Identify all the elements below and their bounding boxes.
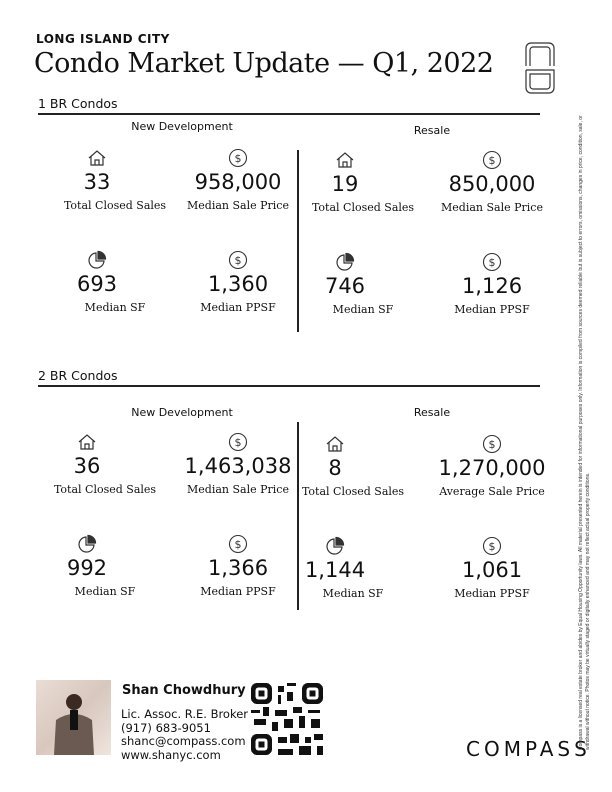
stat-value: 746 — [324, 274, 366, 298]
stat-value: 19 — [331, 172, 359, 196]
stat-value: 958,000 — [194, 170, 282, 194]
column-divider — [297, 422, 299, 610]
stat-label: Median PPSF — [454, 303, 530, 316]
stat-value: 1,270,000 — [438, 456, 546, 480]
pie-chart-icon — [87, 250, 107, 270]
compass-wordmark: COMPASS — [466, 737, 591, 761]
compass-logo-icon — [523, 42, 557, 94]
disclaimer: Compass is a licensed real estate broker and abides by Equal Housing Opportunity laws. All material presented herein is intended for informational purposes only. Information is compiled from sources deemed reliable but is subject to errors, omissions, changes in price, condition, sale, or withdrawal without notice. Photos may be virtually staged or digitally enhanced and may not reflect actual property conditions. — [578, 115, 591, 750]
stat-value: 693 — [76, 272, 118, 296]
agent-name: Shan Chowdhury — [122, 683, 246, 698]
page-title: Condo Market Update — Q1, 2022 — [34, 48, 494, 79]
stat-label: Total Closed Sales — [301, 485, 405, 498]
stat-label: Median Sale Price — [187, 483, 289, 496]
svg-text:$: $ — [488, 438, 496, 452]
stat-value: 33 — [83, 170, 111, 194]
svg-text:$: $ — [234, 152, 242, 166]
house-icon — [87, 148, 107, 168]
svg-text:$: $ — [234, 254, 242, 268]
pie-chart-icon — [325, 536, 345, 556]
section-title: 1 BR Condos — [38, 96, 118, 111]
house-icon — [77, 432, 97, 452]
stat-value: 850,000 — [448, 172, 536, 196]
dollar-icon — [228, 534, 248, 554]
stat-label: Total Closed Sales — [63, 199, 167, 212]
stat-value: 1,061 — [461, 558, 523, 582]
house-icon — [325, 434, 345, 454]
qr-code[interactable] — [251, 683, 323, 755]
stat-label: Median SF — [332, 303, 394, 316]
stat-value: 1,126 — [461, 274, 523, 298]
svg-text:$: $ — [234, 538, 242, 552]
column-divider — [297, 150, 299, 332]
resale-heading: Resale — [413, 406, 451, 419]
svg-text:$: $ — [488, 256, 496, 270]
stat-value: 992 — [66, 556, 108, 580]
dollar-icon — [228, 250, 248, 270]
stat-value: 8 — [328, 456, 342, 480]
agent-info — [121, 708, 248, 762]
section-divider — [38, 113, 540, 115]
pie-chart-icon — [335, 252, 355, 272]
svg-text:$: $ — [234, 436, 242, 450]
dollar-icon — [228, 148, 248, 168]
stat-value: 36 — [73, 454, 101, 478]
stat-label: Total Closed Sales — [311, 201, 415, 214]
stat-label: Total Closed Sales — [53, 483, 157, 496]
dollar-icon — [482, 536, 502, 556]
section-title: 2 BR Condos — [38, 368, 118, 383]
stat-label: Median SF — [322, 587, 384, 600]
dollar-icon — [228, 432, 248, 452]
agent-website[interactable]: www.shanyc.com — [121, 747, 221, 762]
dollar-icon — [482, 252, 502, 272]
resale-heading: Resale — [413, 124, 451, 137]
stat-label: Median Sale Price — [187, 199, 289, 212]
svg-text:$: $ — [488, 154, 496, 168]
stat-value: 1,360 — [207, 272, 269, 296]
stat-value: 1,366 — [207, 556, 269, 580]
kicker: LONG ISLAND CITY — [36, 32, 170, 46]
dollar-icon — [482, 150, 502, 170]
agent-photo — [36, 680, 111, 755]
stat-label: Median SF — [74, 585, 136, 598]
stat-label: Median Sale Price — [441, 201, 543, 214]
stat-value: 1,463,038 — [184, 454, 292, 478]
stat-label: Median PPSF — [200, 585, 276, 598]
pie-chart-icon — [77, 534, 97, 554]
stat-label: Average Sale Price — [439, 485, 545, 498]
stat-label: Median PPSF — [454, 587, 530, 600]
new-development-heading: New Development — [131, 406, 233, 419]
stat-value: 1,144 — [304, 558, 366, 582]
new-development-heading: New Development — [131, 120, 233, 133]
section-divider — [38, 385, 540, 387]
stat-label: Median PPSF — [200, 301, 276, 314]
stat-label: Median SF — [84, 301, 146, 314]
agent-email[interactable]: shanc@compass.com — [121, 734, 246, 748]
agent-title: Lic. Assoc. R.E. Broker — [121, 707, 249, 721]
svg-text:$: $ — [488, 540, 496, 554]
dollar-icon — [482, 434, 502, 454]
house-icon — [335, 150, 355, 170]
agent-phone[interactable]: (917) 683-9051 — [121, 720, 211, 735]
